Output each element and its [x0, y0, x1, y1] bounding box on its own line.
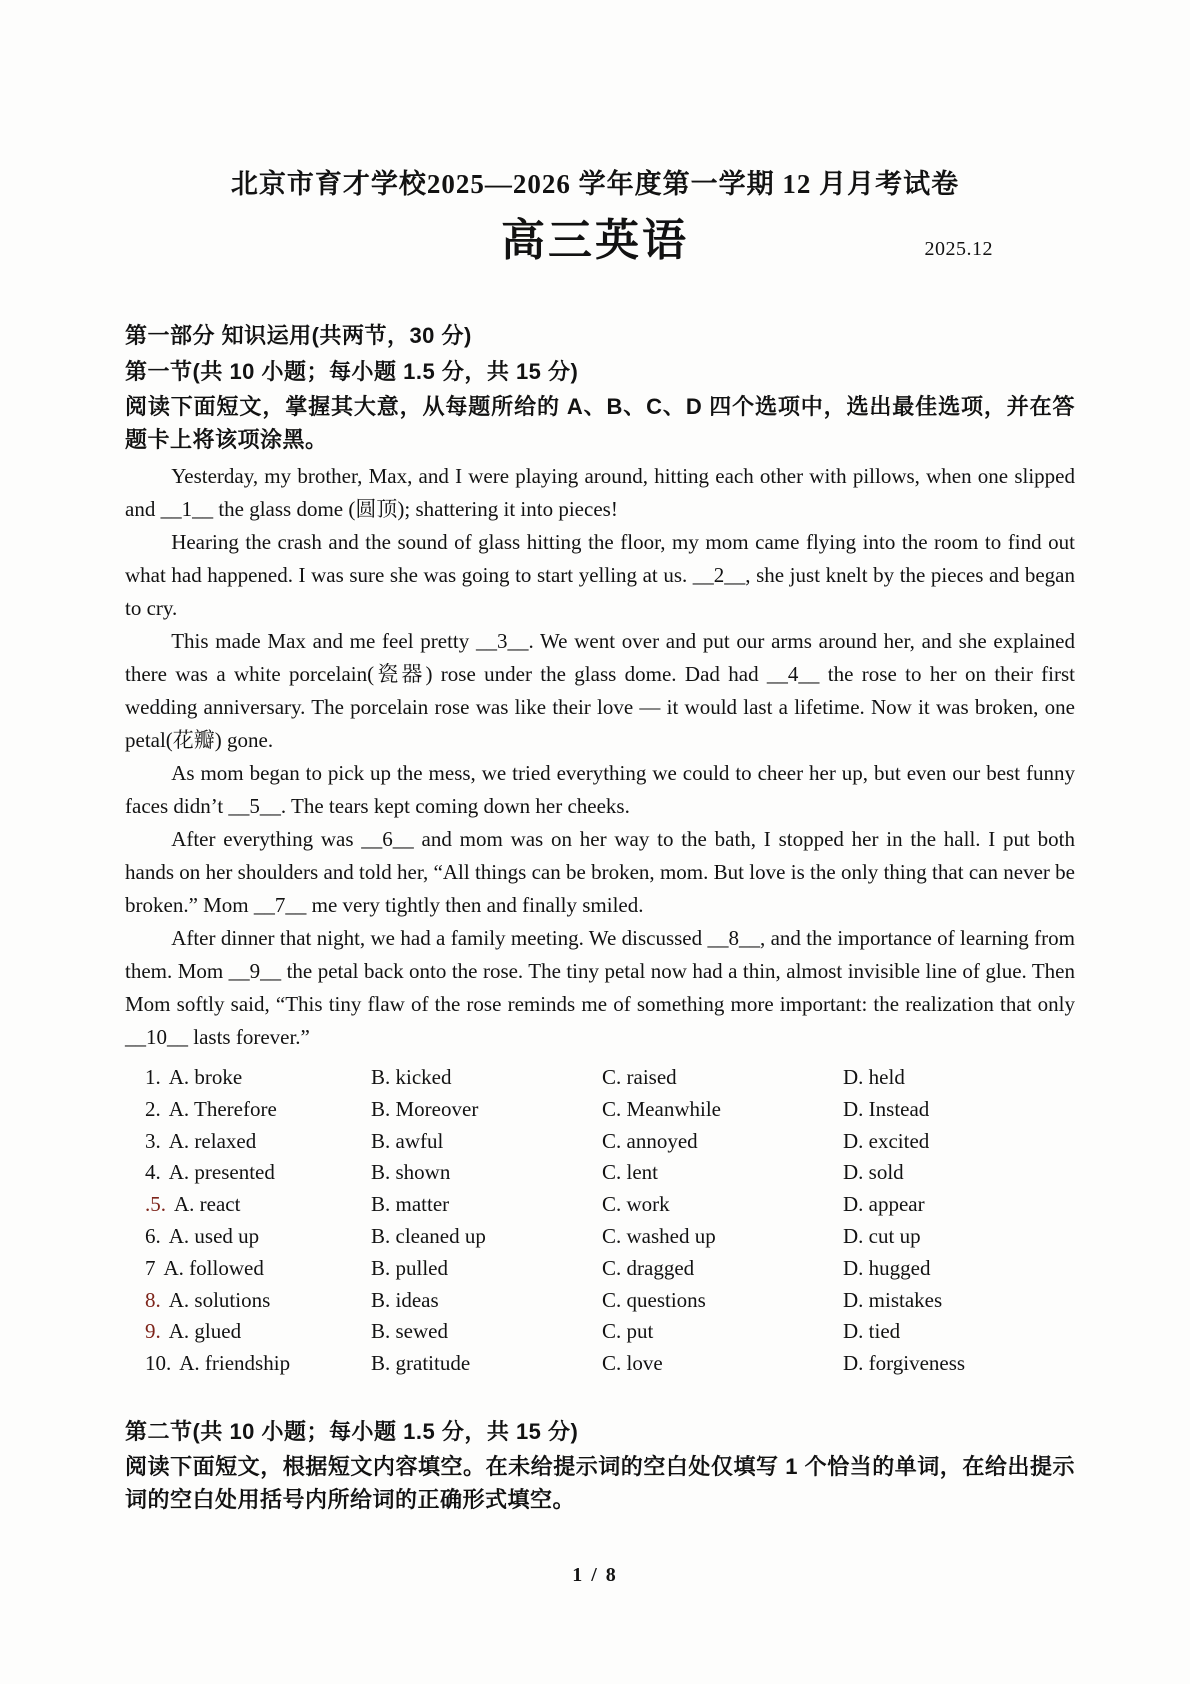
- question-number: 8.: [145, 1287, 161, 1312]
- option-c: C. love: [602, 1351, 663, 1376]
- option-b: B. sewed: [371, 1319, 448, 1344]
- option-cell-a: [145, 1126, 371, 1158]
- option-cell-a: [145, 1094, 371, 1126]
- option-a: A. broke: [168, 1065, 243, 1089]
- option-a: A. presented: [168, 1160, 275, 1185]
- option-row: [145, 1316, 1075, 1348]
- option-a: A. relaxed: [168, 1128, 257, 1153]
- question-number: 4.: [145, 1160, 161, 1185]
- option-b: B. awful: [371, 1128, 444, 1153]
- cloze-options-list: [145, 1062, 1075, 1380]
- page-title: 高三英语: [501, 216, 689, 265]
- option-row: [145, 1189, 1075, 1221]
- question-number: 2.: [145, 1096, 161, 1121]
- option-cell-a: [145, 1221, 371, 1253]
- option-b: B. pulled: [371, 1255, 448, 1280]
- passage-paragraph: Hearing the crash and the sound of glass hitting the floor, my mom came flying into the room to find out what had happened. I was sure she was going to start yelling at us. __2__, she just knelt by the pieces and began to cry.: [125, 530, 1075, 620]
- option-d: D. tied: [843, 1319, 901, 1344]
- option-c: C. annoyed: [602, 1128, 698, 1153]
- option-c: C. Meanwhile: [602, 1096, 721, 1121]
- option-d: D. held: [843, 1065, 905, 1089]
- option-b: B. shown: [371, 1160, 451, 1185]
- question-number: 7: [145, 1255, 156, 1280]
- option-b: B. Moreover: [371, 1096, 479, 1121]
- option-c: C. work: [602, 1192, 670, 1217]
- part1-heading: 第一部分 知识运用(共两节，30 分): [125, 323, 472, 348]
- option-b: B. cleaned up: [371, 1223, 486, 1248]
- option-row: [145, 1094, 1075, 1126]
- option-b: B. ideas: [371, 1287, 439, 1312]
- option-d: D. excited: [843, 1128, 930, 1153]
- option-a: A. followed: [163, 1255, 264, 1280]
- option-d: D. Instead: [843, 1096, 930, 1121]
- option-c: C. lent: [602, 1160, 658, 1185]
- option-a: A. friendship: [179, 1351, 291, 1376]
- exam-body: [125, 318, 1075, 1516]
- section2-instructions: 阅读下面短文，根据短文内容填空。在未给提示词的空白处仅填写 1 个恰当的单词，在给出提示词的空白处用括号内所给词的正确形式填空。: [125, 1453, 1075, 1512]
- passage-paragraph: After everything was __6__ and mom was on her way to the bath, I stopped her in the hall. I put both hands on her shoulders and told her, “All things can be broken, mom. But love is the only thing that can never be broken.” Mom __7__ me very tightly then and finally smiled.: [125, 827, 1075, 917]
- option-cell-a: [145, 1189, 371, 1221]
- question-number: 9.: [145, 1319, 161, 1344]
- option-a: A. solutions: [168, 1287, 271, 1312]
- passage-paragraph: As mom began to pick up the mess, we tried everything we could to cheer her up, but even our best funny faces didn’t __5__. The tears kept coming down her cheeks.: [125, 761, 1075, 818]
- page-number: 1 / 8: [572, 1564, 618, 1586]
- option-d: D. sold: [843, 1160, 904, 1185]
- question-number: 1.: [145, 1065, 161, 1089]
- passage-paragraph: After dinner that night, we had a family meeting. We discussed __8__, and the importance of learning from them. Mom __9__ the petal back onto the rose. The tiny petal now had a thin, almost invisible line of glue. Then Mom softly said, “This tiny flaw of the rose reminds me of something more important: the realization that only __10__ lasts forever.”: [125, 926, 1075, 1049]
- question-number: 10.: [145, 1351, 172, 1376]
- option-row: [145, 1285, 1075, 1317]
- passage-paragraph: This made Max and me feel pretty __3__. We went over and put our arms around her, and she explained there was a white porcelain(瓷器) rose under the glass dome. Dad had __4__ the rose to her on their first wedding anniversary. The porcelain rose was like their love — it would last a lifetime. Now it was broken, one petal(花瓣) gone.: [125, 629, 1075, 752]
- section2-heading: 第二节(共 10 小题；每小题 1.5 分，共 15 分): [125, 1418, 579, 1444]
- option-b: B. kicked: [371, 1065, 452, 1089]
- option-a: A. react: [174, 1192, 241, 1217]
- option-a: A. used up: [168, 1223, 260, 1248]
- question-number: .5.: [145, 1192, 166, 1217]
- cloze-passage: [125, 460, 1075, 1054]
- option-d: D. forgiveness: [843, 1351, 966, 1376]
- option-c: C. washed up: [602, 1223, 716, 1248]
- option-row: [145, 1221, 1075, 1253]
- option-d: D. hugged: [843, 1255, 931, 1280]
- option-row: [145, 1253, 1075, 1285]
- option-row: [145, 1157, 1075, 1189]
- option-cell-a: [145, 1157, 371, 1189]
- option-d: D. mistakes: [843, 1287, 943, 1312]
- option-b: B. matter: [371, 1192, 450, 1217]
- option-cell-a: [145, 1062, 371, 1094]
- section1-instructions: 阅读下面短文，掌握其大意，从每题所给的 A、B、C、D 四个选项中，选出最佳选项，并在答题卡上将该项涂黑。: [125, 394, 1075, 452]
- option-row: [145, 1126, 1075, 1158]
- option-d: D. cut up: [843, 1223, 921, 1248]
- option-cell-a: [145, 1348, 371, 1380]
- option-c: C. raised: [602, 1065, 677, 1089]
- option-row: [145, 1062, 1075, 1094]
- option-c: C. put: [602, 1319, 654, 1344]
- option-d: D. appear: [843, 1192, 925, 1217]
- section1-heading: 第一节(共 10 小题；每小题 1.5 分，共 15 分): [125, 359, 579, 384]
- option-c: C. questions: [602, 1287, 706, 1312]
- option-a: A. Therefore: [168, 1096, 277, 1121]
- exam-date: 2025.12: [924, 238, 993, 260]
- option-cell-a: [145, 1285, 371, 1317]
- exam-header-school-line: 北京市育才学校2025—2026 学年度第一学期 12 月月考试卷: [230, 169, 960, 199]
- option-cell-a: [145, 1316, 371, 1348]
- option-c: C. dragged: [602, 1255, 695, 1280]
- option-row: [145, 1348, 1075, 1380]
- passage-paragraph: Yesterday, my brother, Max, and I were playing around, hitting each other with pillows, when one slipped and __1__ the glass dome (圆顶); shattering it into pieces!: [125, 464, 1075, 521]
- question-number: 6.: [145, 1223, 161, 1248]
- option-cell-a: [145, 1253, 371, 1285]
- question-number: 3.: [145, 1128, 161, 1153]
- option-a: A. glued: [168, 1319, 242, 1344]
- option-b: B. gratitude: [371, 1351, 471, 1376]
